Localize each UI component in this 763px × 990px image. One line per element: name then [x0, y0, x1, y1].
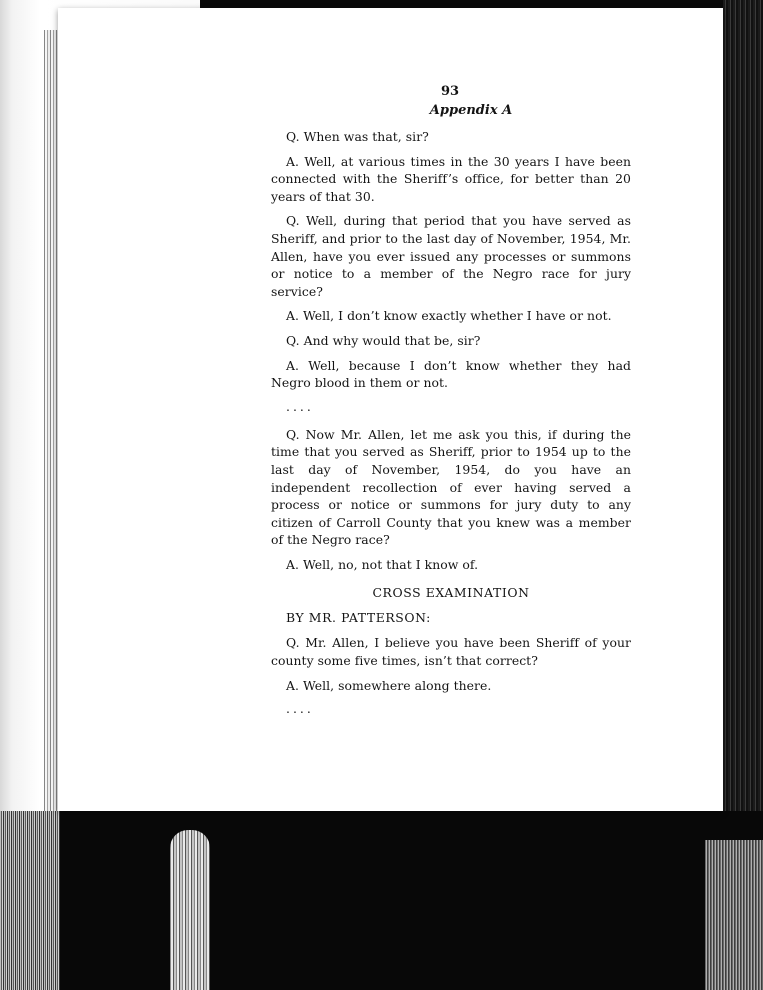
- answer-various-times: A. Well, at various times in the 30 years I have been connected with the Sheriff’s office, for better than 20 years of that 30.: [271, 153, 631, 204]
- scanner-background: [0, 811, 763, 990]
- question-why: Q. And why would that be, sir?: [286, 332, 481, 348]
- answer-dont-know: A. Well, I don’t know exactly whether I have or not.: [286, 308, 612, 324]
- page-number: 93: [440, 84, 460, 99]
- binding-gutter: [44, 30, 58, 815]
- question-when: Q. When was that, sir?: [286, 129, 429, 144]
- answer-somewhere-along: A. Well, somewhere along there.: [286, 677, 492, 693]
- running-head: Appendix A: [429, 103, 513, 118]
- ellipsis-separator: ....: [286, 398, 314, 414]
- question-five-times: Q. Mr. Allen, I believe you have been Sheriff of your county some five times, isn’t that correct?: [271, 635, 631, 669]
- answer-negro-blood: A. Well, because I don’t know whether they had Negro blood in them or not.: [271, 357, 631, 391]
- question-issued-processes: Q. Well, during that period that you have served as Sheriff, and prior to the last day of November, 1954, Mr. Allen, have you ever issued any processes or summons or notice to a member of the Negro race for jury service?: [271, 213, 631, 299]
- question-independent-recollection: Q. Now Mr. Allen, let me ask you this, if during the time that you served as Sheriff, prior to 1954 up to the last day of November, 1954, do you have an independent recollection of ever having served a process or notice or summons for jury duty to any citizen of Carroll County that you knew was a member of the Negro race?: [271, 426, 631, 548]
- answer-not-that-i-know: A. Well, no, not that I know of.: [286, 556, 479, 572]
- book-spine-ridge: [170, 830, 210, 990]
- examiner-attribution: BY MR. PATTERSON:: [286, 610, 431, 626]
- page-content: [271, 84, 631, 728]
- page-edge-stripes: [0, 811, 60, 990]
- scan-noise: [705, 840, 763, 990]
- section-heading: CROSS EXAMINATION: [372, 585, 530, 601]
- ellipsis-separator: ....: [286, 701, 314, 717]
